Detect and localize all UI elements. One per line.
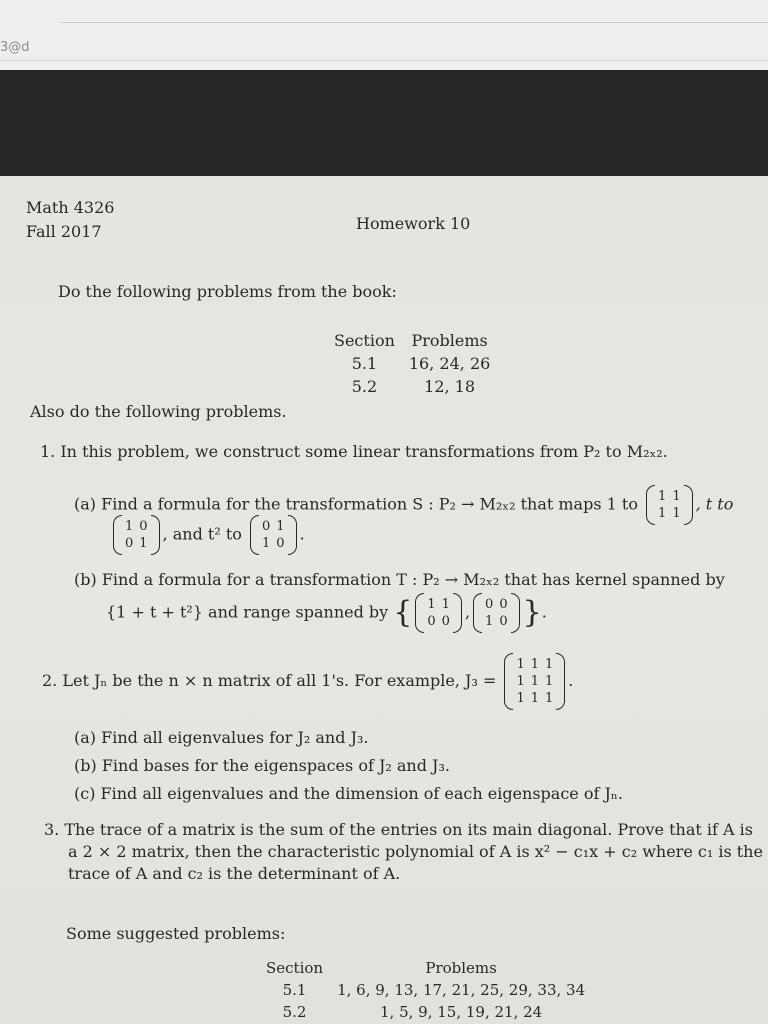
course-term: Fall 2017: [26, 222, 102, 241]
problem-2a: (a) Find all eigenvalues for J₂ and J₃.: [74, 728, 369, 747]
problem-text: Find a formula for a transformation T : P₂ → M₂ₓ₂ that has kernel spanned by: [101, 570, 725, 589]
dark-toolbar: [0, 70, 768, 176]
matrix-m3: 0 1 1 0: [250, 518, 297, 552]
table-cell: 1, 6, 9, 13, 17, 21, 25, 29, 33, 34: [337, 981, 586, 999]
suggested-problem-table: [258, 956, 593, 1024]
page-title: Homework 10: [356, 214, 471, 233]
table-header-row: [260, 958, 591, 978]
matrix-m1: 1 1 1 1: [646, 488, 693, 522]
problem-text: The trace of a matrix is the sum of the entries on its main diagonal. Prove that if A is: [64, 820, 753, 839]
book-problem-table: [326, 328, 498, 399]
problem-1b-line1: [74, 570, 725, 589]
table-header: Problems: [425, 959, 497, 977]
table-row: [328, 376, 496, 397]
problem-number: 2.: [42, 671, 58, 690]
toolbar-divider: [0, 60, 768, 61]
problem-3-line2: a 2 × 2 matrix, then the characteristic polynomial of A is x² − c₁x + c₂ where c₁ is the: [68, 842, 763, 861]
course-name: Math 4326: [26, 198, 115, 217]
table-row: [260, 1002, 591, 1022]
problem-text: {1 + t + t²} and range spanned by: [106, 602, 389, 622]
table-cell: 5.2: [351, 377, 378, 396]
problem-number: 1.: [40, 442, 56, 461]
problem-text: Let Jₙ be the n × n matrix of all 1's. For example, J₃ =: [62, 671, 497, 690]
table-row: [260, 980, 591, 1000]
table-cell: 5.2: [282, 1003, 307, 1021]
problem-text: , and t² to: [162, 524, 242, 544]
table-cell: 5.1: [351, 354, 378, 373]
tab-divider: [60, 22, 768, 23]
book-intro: Do the following problems from the book:: [58, 282, 397, 301]
problem-text: In this problem, we construct some linear transformations from P₂ to M₂ₓ₂.: [60, 442, 668, 461]
problem-1a-line2: 1 0 0 1 , and t² to 0 1 1 0 .: [110, 518, 305, 552]
table-cell: 5.1: [282, 981, 307, 999]
suggested-title: Some suggested problems:: [66, 924, 286, 943]
document-page: [0, 176, 768, 1024]
problem-1b-line2: {1 + t + t²} and range spanned by { 1 1 0 0 , 0 0 1 0 }.: [106, 596, 547, 630]
part-label: (a): [74, 494, 97, 514]
matrix-m4: 1 1 0 0: [415, 596, 462, 630]
problem-2b: (b) Find bases for the eigenspaces of J₂ and J₃.: [74, 756, 450, 775]
matrix-m5: 0 0 1 0: [473, 596, 520, 630]
browser-tab-strip: [0, 0, 768, 70]
table-header: Section: [266, 959, 324, 977]
table-header: Problems: [411, 331, 488, 350]
problem-text: , t to: [695, 494, 734, 514]
problem-1a-line1: [74, 488, 733, 522]
problem-number: 3.: [44, 820, 60, 839]
table-cell: 16, 24, 26: [408, 354, 491, 373]
problem-1-intro: [40, 442, 668, 461]
matrix-j3: 1 1 1 1 1 1 1 1 1: [504, 656, 565, 707]
part-label: (b): [74, 570, 97, 589]
table-cell: 1, 5, 9, 15, 19, 21, 24: [380, 1003, 543, 1021]
problem-2c: (c) Find all eigenvalues and the dimension of each eigenspace of Jₙ.: [74, 784, 623, 803]
table-header: Section: [334, 331, 395, 350]
problem-3-line1: [44, 820, 753, 839]
problem-2-intro: 2. Let Jₙ be the n × n matrix of all 1's. For example, J₃ = 1 1 1 1 1 1 1 1 1 .: [42, 656, 573, 707]
table-header-row: [328, 330, 496, 351]
table-row: [328, 353, 496, 374]
matrix-m2: 1 0 0 1: [113, 518, 160, 552]
also-line: Also do the following problems.: [30, 402, 287, 421]
problem-3-line3: trace of A and c₂ is the determinant of A.: [68, 864, 401, 883]
browser-tab[interactable]: 3@d: [0, 40, 30, 55]
table-cell: 12, 18: [424, 377, 476, 396]
problem-text: Find a formula for the transformation S : P₂ → M₂ₓ₂ that maps 1 to: [101, 494, 638, 514]
